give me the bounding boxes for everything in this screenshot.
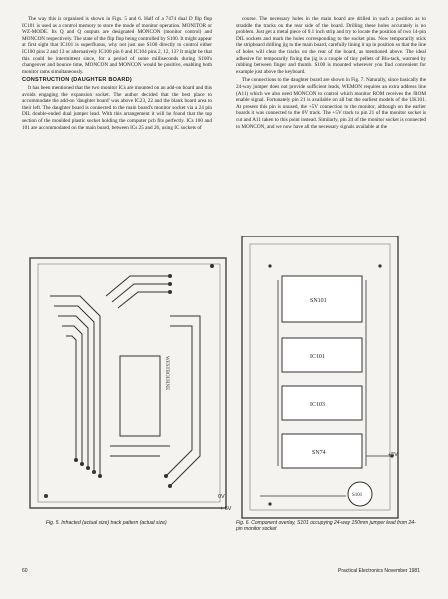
fig5-caption: Fig. 5. Infracted (actual size) track pattern (actual size) xyxy=(46,520,167,526)
pin-label-plus5v: +5V xyxy=(388,452,398,458)
construction-paragraph: It has been mentioned that the two monitor ICs are mounted on an add-on board and this avoids engaging the expansion socket. The author decided that the best place to accommodate the add-on 'daughter board' was above IC23, 22 and the blank board area to their left. The daughter board is connected to the main board's monitor socket via a 24 pin DIL double-ended dual jumper lead. With this arrangement it will be found that the top section of the moulded plastic socket holding the computer pcb fits perfectly. ICs 100 and 101 are accommodated on the main board, between ICs 25 and 26, using IC sockets of xyxy=(22,84,212,131)
chip-label: IC103 xyxy=(310,402,325,408)
chip-label: IC101 xyxy=(310,354,325,360)
right-text-column xyxy=(236,16,426,132)
pin-label-plus6v: + 6V xyxy=(220,506,232,512)
left-text-column xyxy=(22,16,212,133)
pin-label-0v: 0V xyxy=(218,494,225,500)
section-heading: CONSTRUCTION (DAUGHTER BOARD) xyxy=(22,77,132,84)
fig6-component-overlay xyxy=(242,236,398,518)
connections-paragraph: The connections to the daughter board are shown in Fig. 7. Naturally, since basically the 24-way jumper does not provide sufficient leads, WEMON requires an extra address line (A11) which we also need MONCON to control which monitor ROM receives the /ROM enable signal. Fortunately pin 21 is available on all but the earliest models of the UK101. At present this pin is unused, the +5V connection to the monitor, although on the earlier boards it was connected to the 0V track. The +5V track to pin 21 of the monitor socket is cut and A11 taken to this point instead. Similarly, pin 24 of the monitor socket is connected to MONCON, and we now have all the necessary signals available at the xyxy=(236,77,426,130)
page-number: 60 xyxy=(22,568,28,574)
fig5-track-pattern xyxy=(30,258,226,508)
side-label: WESTBOURNE xyxy=(164,356,169,391)
chip-label: SN101 xyxy=(310,298,327,304)
fig6-caption: Fig. 6. Component overlay, S101 occupying 24-way 150mm jumper lead from 24-pin monitor socket xyxy=(236,520,416,532)
drilling-paragraph: course. The necessary holes in the main board are drilled in such a position as to straddle the tracks on the rear side of the board. Drilling these holes accurately is no problem. Just get a metal piece of 0.1 inch strip and try to locate the position of two 14-pin DIL sockets and mark the holes corresponding to the socket pins. Now temporarily stick the stripboard drilling jig to the main board, carefully lining it up in position so that the line of holes will clear the tracks on the rear of the board, as mentioned above. The ideal adhesive for temporarily fixing the jig is a couple of tiny pellets of Blu-tack, warmed by rubbing between finger and thumb. S100 is mounted wherever you find convenient for example just above the keyboard. xyxy=(236,16,426,75)
intro-paragraph: The way this is organised is shown in Figs. 5 and 6. Half of a 7474 dual D flip flop IC101 is used as a control memory to store the mode of monitor operation. MONITOR or WZ-MODE. Its Q and Q outputs are designated MONCON (monitor control) and MONCON respectively. The state of the flip flop being controlled by S100. It might appear at first sight that IC101 is superfluous, why not just use S100 directly to control either IC100 pins 2 and 13 or alternatively IC100 pin 6 and IC104 pins 2, 12, 13? It might be that this could be intermittent since, for a period of some milliseconds during S100's changeover and bounce time, MONCON and MONCON would be positive, enabling both monitor rams simultaneously. xyxy=(22,16,212,75)
pcb-figures xyxy=(20,236,430,536)
publication-footer: Practical Electronics November 1981 xyxy=(338,568,420,574)
chip-label: SN74 xyxy=(312,450,326,456)
s101-label: S101 xyxy=(352,493,363,498)
